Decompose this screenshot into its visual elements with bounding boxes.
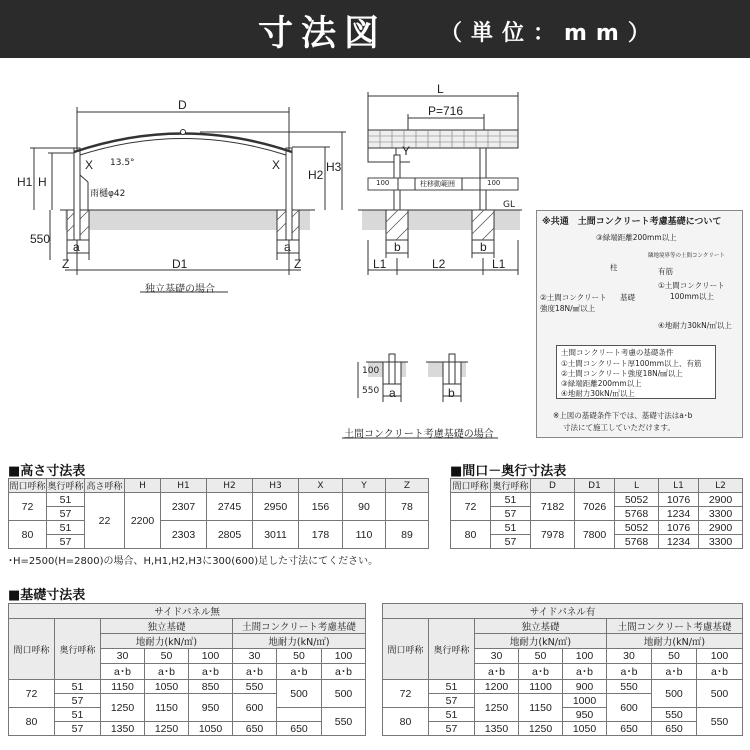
cell-width: 72 <box>9 680 55 708</box>
th-50: 50 <box>652 649 697 664</box>
th-Z: Z <box>386 479 429 493</box>
th-100: 100 <box>563 649 607 664</box>
th-D: D <box>531 479 575 493</box>
cell-X: 178 <box>299 521 343 549</box>
table-row <box>451 493 743 507</box>
cell-H3: 3011 <box>253 521 299 549</box>
cond-4: ④地耐力30kN/㎡以上 <box>561 389 635 398</box>
height-note: ･H=2500(H=2800)の場合、H,H1,H2,H3に300(600)足した寸法にてください。 <box>8 556 379 567</box>
th-depth-code: 奥行呼称 <box>429 619 475 680</box>
dim-Y: Y <box>402 144 411 158</box>
cell-depth: 57 <box>429 722 475 736</box>
dim-a-right: a <box>284 240 291 254</box>
th-ab: a･b <box>101 664 145 680</box>
cond-1: ①土間コンクリート厚100mm以上、有筋 <box>561 359 702 368</box>
cell-value: 1050 <box>145 680 189 694</box>
cell-value: 1100 <box>519 680 563 694</box>
cell-value: 650 <box>652 722 697 736</box>
th-H2: H2 <box>207 479 253 493</box>
cell-D1: 7026 <box>575 493 615 521</box>
th-30: 30 <box>607 649 652 664</box>
cell-width: 80 <box>451 521 491 549</box>
cell-value: 550 <box>233 680 277 694</box>
height-table-title: ■高さ寸法表 <box>8 464 86 479</box>
cell-value: 950 <box>563 708 607 722</box>
cell-L2: 2900 <box>699 521 743 535</box>
note-n1: ①土間コンクリート <box>658 281 725 290</box>
height-table <box>8 478 429 549</box>
cell-depth: 51 <box>429 708 475 722</box>
cell-H: 2200 <box>125 493 161 549</box>
cell-width: 72 <box>383 680 429 708</box>
dim-100-concrete: 100 <box>362 366 380 376</box>
dim-X-left: X <box>85 158 94 172</box>
th-L1: L1 <box>659 479 699 493</box>
th-ab: a･b <box>697 664 743 680</box>
cell-D1: 7800 <box>575 521 615 549</box>
base-table-with-side-panel <box>382 603 743 736</box>
cell-value: 500 <box>652 680 697 708</box>
cell-value: 1150 <box>145 694 189 722</box>
table-row <box>383 722 743 736</box>
cell-depth: 57 <box>47 535 85 549</box>
cell-width: 80 <box>9 521 47 549</box>
cell-L1: 1234 <box>659 507 699 521</box>
cell-L: 5052 <box>615 521 659 535</box>
base-table-title: ■基礎寸法表 <box>8 588 86 603</box>
note-rebar: 有筋 <box>658 267 673 276</box>
dim-a-concrete: a <box>389 386 396 400</box>
cell-value: 1350 <box>101 722 145 736</box>
cell-value: 900 <box>563 680 607 694</box>
table-row <box>9 521 429 535</box>
dim-Z-left: Z <box>62 257 70 271</box>
cell-depth: 57 <box>491 507 531 521</box>
cell-L1: 1076 <box>659 493 699 507</box>
th-30: 30 <box>475 649 519 664</box>
th-ab: a･b <box>322 664 366 680</box>
cell-H2: 2745 <box>207 493 253 521</box>
cond-title: 土間コンクリート考慮の基礎条件 <box>561 348 674 357</box>
cell-Y: 110 <box>343 521 386 549</box>
cell-H1: 2303 <box>161 521 207 549</box>
page-title: 寸法図 <box>258 14 388 54</box>
th-height-code: 高さ呼称 <box>85 479 125 493</box>
size-table-title: ■間口－奥行寸法表 <box>450 464 567 479</box>
cell-value: 500 <box>697 680 743 708</box>
cell-value: 550 <box>652 708 697 722</box>
cell-Z: 78 <box>386 493 429 521</box>
cell-value: 550 <box>322 708 366 736</box>
dim-H: H <box>38 175 47 189</box>
cell-value: 1150 <box>519 694 563 722</box>
th-width-code: 間口呼称 <box>9 479 47 493</box>
th-ab: a･b <box>189 664 233 680</box>
cell-width: 72 <box>451 493 491 521</box>
table-row <box>9 722 366 736</box>
table-row <box>383 708 743 722</box>
dim-D1: D1 <box>172 257 188 271</box>
caption-with-side-panel: サイドパネル有 <box>383 604 743 619</box>
dim-L1-right: L1 <box>492 257 506 271</box>
cell-value: 500 <box>277 680 322 708</box>
th-depth-code: 奥行呼称 <box>55 619 101 680</box>
cell-D: 7978 <box>531 521 575 549</box>
cell-depth: 51 <box>47 521 85 535</box>
cell-value: 1250 <box>101 694 145 722</box>
table-row <box>383 680 743 694</box>
th-bearing: 地耐力(kN/㎡) <box>607 634 743 649</box>
th-bearing: 地耐力(kN/㎡) <box>101 634 233 649</box>
roof-angle: 13.5° <box>110 158 135 168</box>
th-depth-code: 奥行呼称 <box>47 479 85 493</box>
th-width-code: 間口呼称 <box>451 479 491 493</box>
cell-H1: 2307 <box>161 493 207 521</box>
cell-height-code: 22 <box>85 493 125 549</box>
th-L2: L2 <box>699 479 743 493</box>
range-100-right: 100 <box>487 179 501 187</box>
cell-L2: 3300 <box>699 507 743 521</box>
cell-value: 650 <box>607 722 652 736</box>
cell-value: 550 <box>697 708 743 736</box>
dim-Z-right: Z <box>294 257 302 271</box>
th-Y: Y <box>343 479 386 493</box>
gl-label: GL <box>503 200 515 210</box>
th-concrete-base: 土間コンクリート考慮基礎 <box>607 619 743 634</box>
note-n1b: 100mm以上 <box>670 292 714 301</box>
th-100: 100 <box>189 649 233 664</box>
cell-value: 1250 <box>519 722 563 736</box>
cell-L2: 2900 <box>699 493 743 507</box>
cell-value: 950 <box>189 694 233 722</box>
cell-value: 1050 <box>563 722 607 736</box>
cell-L: 5768 <box>615 507 659 521</box>
note-base: 基礎 <box>620 293 635 302</box>
th-50: 50 <box>145 649 189 664</box>
note-foot-1: ※上図の基礎条件下では、基礎寸法はa･b <box>553 411 693 420</box>
cell-depth: 51 <box>47 493 85 507</box>
unit-label: （単位：mm） <box>440 21 659 46</box>
th-50: 50 <box>519 649 563 664</box>
th-independent-base: 独立基礎 <box>475 619 607 634</box>
cell-L: 5052 <box>615 493 659 507</box>
cell-width: 72 <box>9 493 47 521</box>
cell-D: 7182 <box>531 493 575 521</box>
dim-L2: L2 <box>432 257 446 271</box>
note-foot-2: 寸法にて施工していただけます。 <box>563 423 675 432</box>
th-bearing: 地耐力(kN/㎡) <box>475 634 607 649</box>
cell-L1: 1234 <box>659 535 699 549</box>
table-row <box>9 493 429 507</box>
dim-D: D <box>178 98 187 112</box>
cell-value: 850 <box>189 680 233 694</box>
th-30: 30 <box>233 649 277 664</box>
th-H3: H3 <box>253 479 299 493</box>
concrete-caption: 土間コンクリート考慮基礎の場合 <box>344 429 494 440</box>
th-ab: a･b <box>652 664 697 680</box>
th-H: H <box>125 479 161 493</box>
cell-value <box>277 708 322 722</box>
cell-depth: 51 <box>491 493 531 507</box>
th-ab: a･b <box>475 664 519 680</box>
th-depth-code: 奥行呼称 <box>491 479 531 493</box>
table-row <box>451 521 743 535</box>
pillar-range-label: 柱移動範囲 <box>420 180 455 188</box>
cell-H2: 2805 <box>207 521 253 549</box>
th-ab: a･b <box>277 664 322 680</box>
cell-value: 600 <box>233 694 277 722</box>
cell-depth: 57 <box>55 694 101 708</box>
dim-P: P=716 <box>428 104 464 118</box>
front-caption: 独立基礎の場合 <box>145 284 215 295</box>
cell-depth: 57 <box>55 722 101 736</box>
cell-width: 80 <box>383 708 429 736</box>
note-hatch: 隣地境界等の土間コンクリート <box>648 253 725 259</box>
th-ab: a･b <box>563 664 607 680</box>
note-pillar: 柱 <box>610 263 618 272</box>
dim-b-left: b <box>394 240 401 254</box>
cond-2: ②土間コンクリート強度18N/㎟以上 <box>561 369 683 378</box>
dim-X-right: X <box>272 158 281 172</box>
cell-width: 80 <box>9 708 55 736</box>
cell-Z: 89 <box>386 521 429 549</box>
cell-value: 1050 <box>189 722 233 736</box>
cell-L1: 1076 <box>659 521 699 535</box>
note-n3: ③緑端距離200mm以上 <box>596 233 677 242</box>
cell-L2: 3300 <box>699 535 743 549</box>
th-X: X <box>299 479 343 493</box>
cell-value: 1350 <box>475 722 519 736</box>
cell-depth: 51 <box>55 708 101 722</box>
cell-value: 1250 <box>145 722 189 736</box>
cell-value: 600 <box>607 694 652 722</box>
cell-L: 5768 <box>615 535 659 549</box>
cell-value: 550 <box>607 680 652 694</box>
cell-depth: 51 <box>491 521 531 535</box>
dim-H1: H1 <box>17 175 33 189</box>
note-n2: ②土間コンクリート <box>540 293 607 302</box>
dim-L: L <box>437 82 444 96</box>
dim-b-concrete: b <box>448 386 455 400</box>
cell-value: 1000 <box>563 694 607 708</box>
range-100-left: 100 <box>376 179 390 187</box>
dim-550-concrete: 550 <box>362 386 380 396</box>
th-ab: a･b <box>145 664 189 680</box>
dim-H2: H2 <box>308 168 324 182</box>
dim-L1-left: L1 <box>373 257 387 271</box>
th-D1: D1 <box>575 479 615 493</box>
cond-3: ③緑端距離200mm以上 <box>561 379 642 388</box>
cell-Y: 90 <box>343 493 386 521</box>
th-bearing: 地耐力(kN/㎡) <box>233 634 366 649</box>
th-concrete-base: 土間コンクリート考慮基礎 <box>233 619 366 634</box>
th-ab: a･b <box>519 664 563 680</box>
note-n4: ④地耐力30kN/㎡以上 <box>658 321 732 330</box>
note-n2b: 強度18N/㎟以上 <box>540 304 596 313</box>
th-ab: a･b <box>607 664 652 680</box>
th-100: 100 <box>697 649 743 664</box>
dim-H3: H3 <box>326 160 342 174</box>
th-ab: a･b <box>233 664 277 680</box>
table-row <box>9 680 366 694</box>
th-50: 50 <box>277 649 322 664</box>
th-100: 100 <box>322 649 366 664</box>
th-H1: H1 <box>161 479 207 493</box>
dim-b-right: b <box>480 240 487 254</box>
cell-depth: 51 <box>55 680 101 694</box>
cell-value: 1250 <box>475 694 519 722</box>
gutter-label: 雨樋φ42 <box>90 189 126 199</box>
th-width-code: 間口呼称 <box>9 619 55 680</box>
th-30: 30 <box>101 649 145 664</box>
th-independent-base: 独立基礎 <box>101 619 233 634</box>
caption-no-side-panel: サイドパネル無 <box>9 604 366 619</box>
cell-H3: 2950 <box>253 493 299 521</box>
size-table <box>450 478 743 549</box>
cell-value: 1150 <box>101 680 145 694</box>
cell-value: 500 <box>322 680 366 708</box>
base-table-no-side-panel <box>8 603 366 736</box>
cell-value: 1200 <box>475 680 519 694</box>
th-width-code: 間口呼称 <box>383 619 429 680</box>
dim-a-left: a <box>73 240 80 254</box>
cell-value: 650 <box>277 722 322 736</box>
dim-550: 550 <box>30 232 51 246</box>
cell-depth: 57 <box>429 694 475 708</box>
th-L: L <box>615 479 659 493</box>
cell-depth: 57 <box>47 507 85 521</box>
cell-value: 650 <box>233 722 277 736</box>
note-title: ※共通 土間コンクリート考慮基礎について <box>542 217 722 227</box>
cell-X: 156 <box>299 493 343 521</box>
cell-depth: 57 <box>491 535 531 549</box>
cell-depth: 51 <box>429 680 475 694</box>
